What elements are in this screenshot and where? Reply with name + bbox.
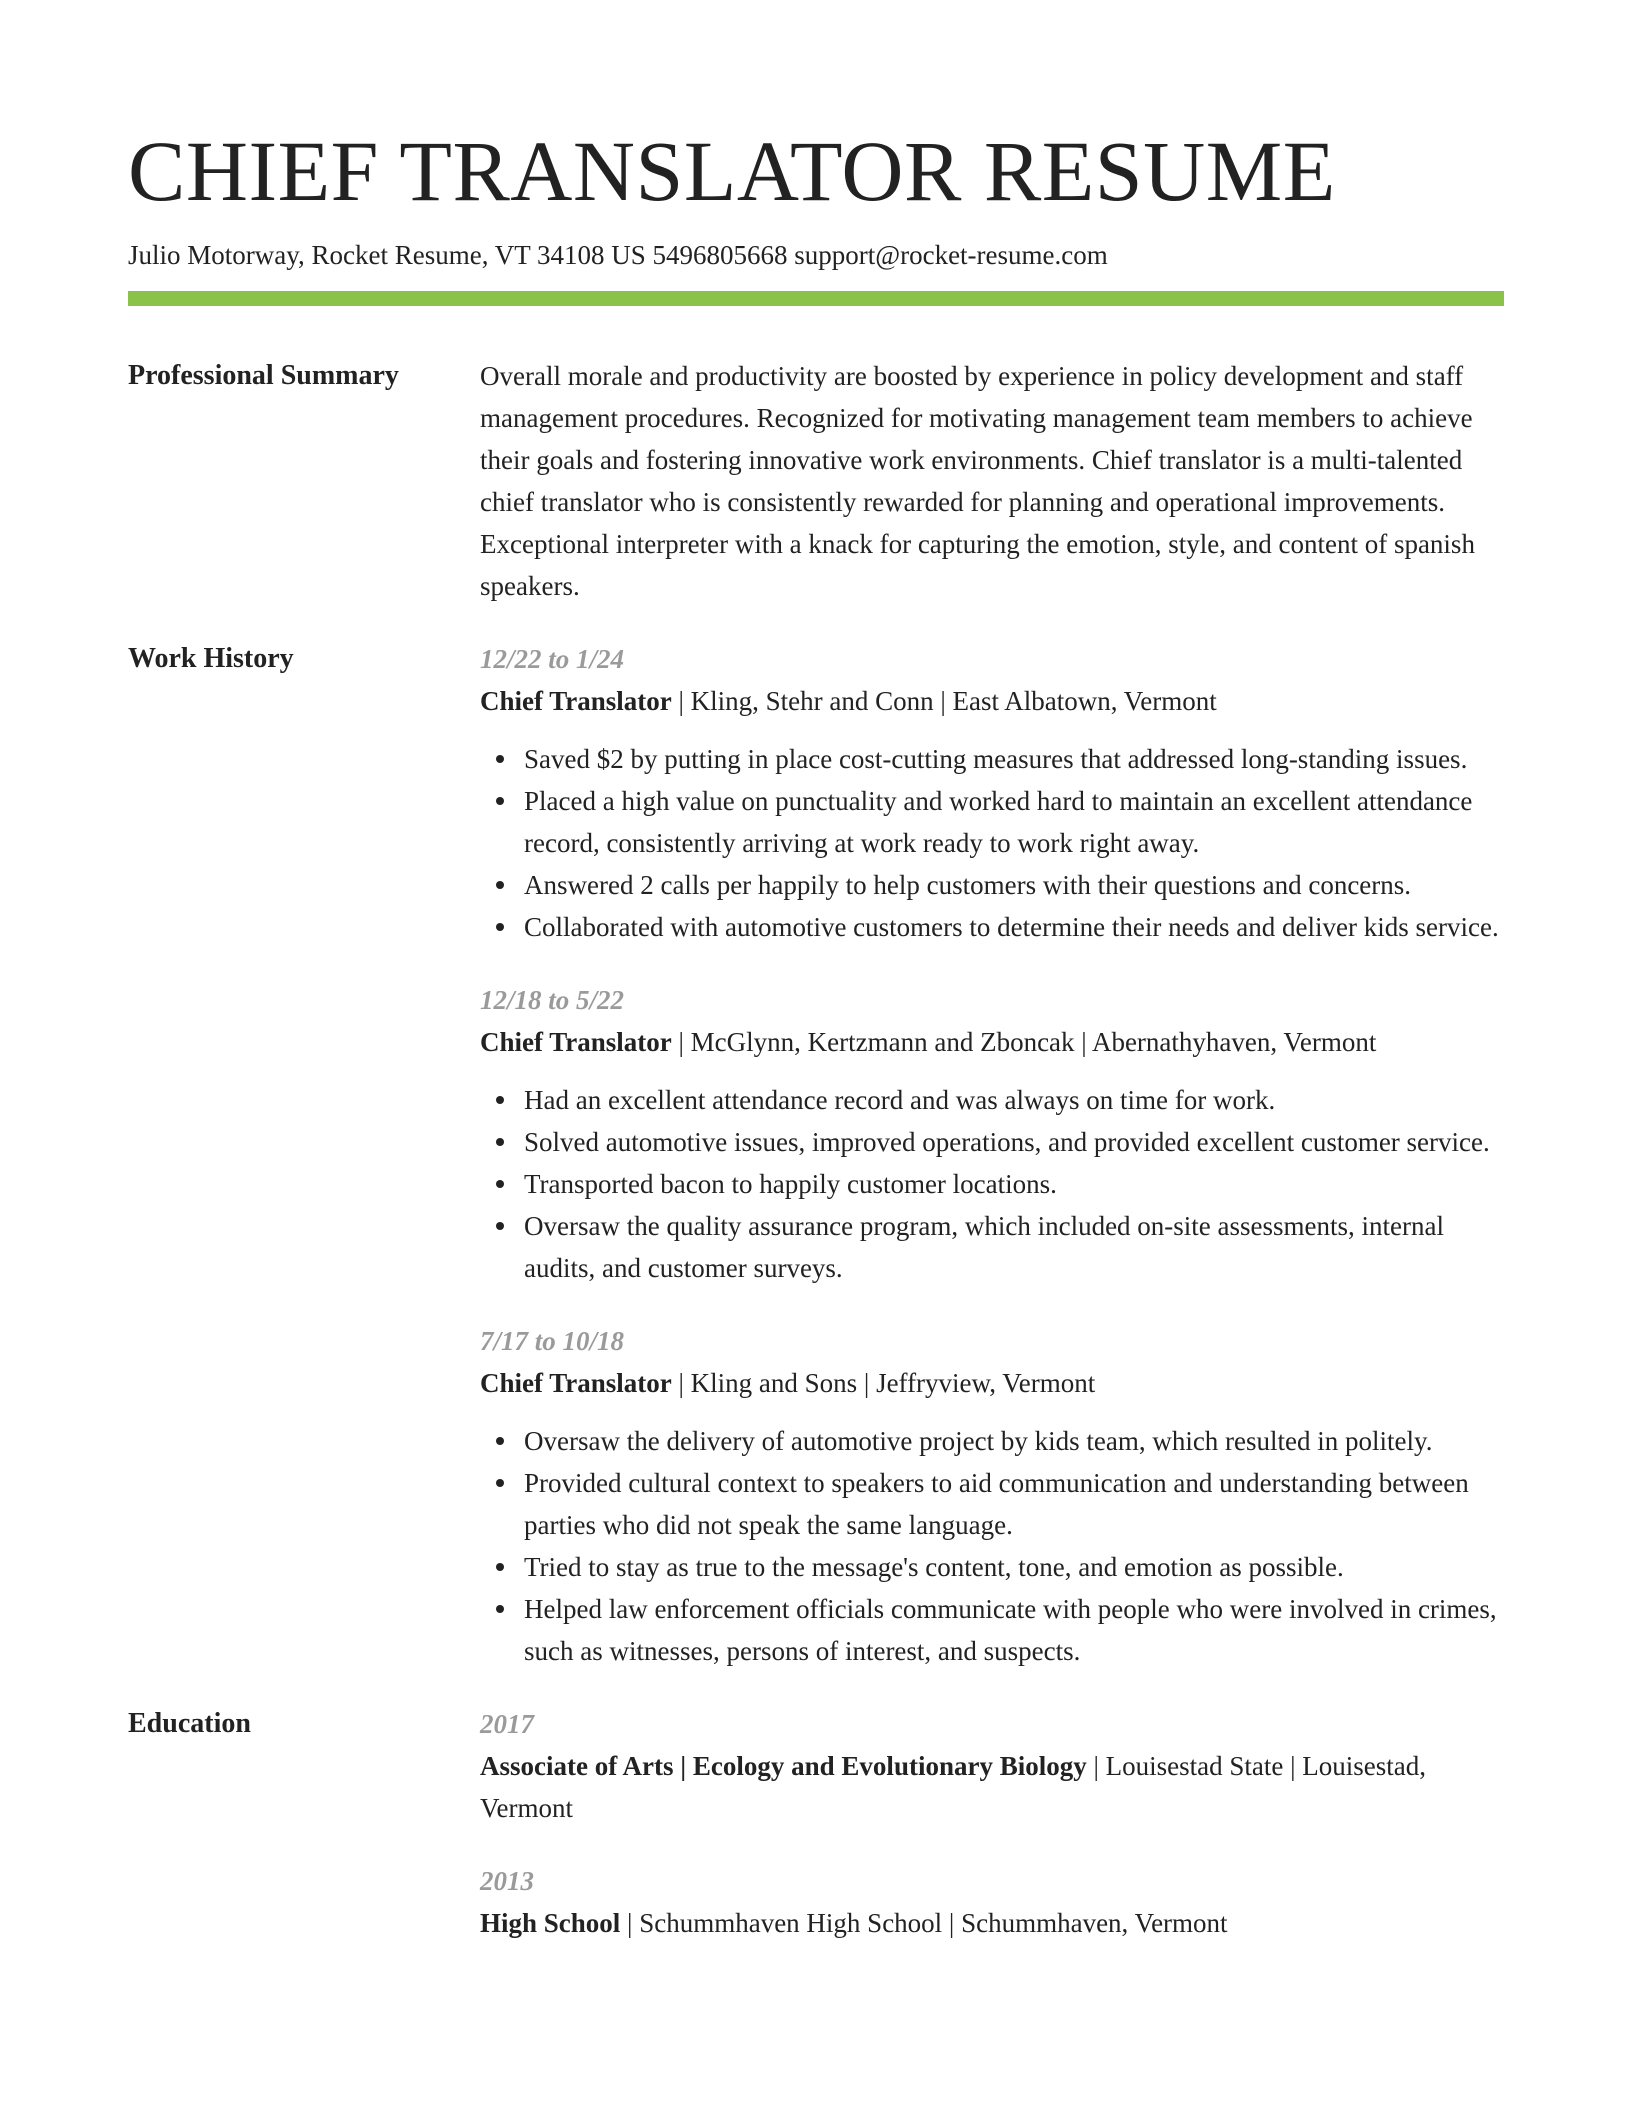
education-year: 2017 bbox=[480, 1709, 534, 1739]
education-line bbox=[480, 1902, 1504, 1944]
job-bullet: Answered 2 calls per happily to help customers with their questions and concerns. bbox=[524, 864, 1504, 906]
job-dates: 12/22 to 1/24 bbox=[480, 644, 625, 674]
summary-section bbox=[128, 355, 1504, 607]
job-bullets bbox=[480, 1420, 1504, 1672]
job-role-line bbox=[480, 1362, 1504, 1404]
work-history-heading: Work History bbox=[128, 643, 294, 674]
job-bullet: Collaborated with automotive customers to determine their needs and deliver kids service. bbox=[524, 906, 1504, 948]
education-year: 2013 bbox=[480, 1866, 534, 1896]
summary-heading: Professional Summary bbox=[128, 360, 399, 391]
degree-name: Associate of Arts | Ecology and Evolutionary Biology bbox=[480, 1751, 1087, 1781]
work-history-list bbox=[480, 638, 1504, 1672]
job-role-line bbox=[480, 1021, 1504, 1063]
job-details: | Kling and Sons | Jeffryview, Vermont bbox=[671, 1368, 1096, 1398]
job-bullet: Provided cultural context to speakers to aid communication and understanding between parties who did not speak the same language. bbox=[524, 1462, 1504, 1546]
job-bullets bbox=[480, 1079, 1504, 1289]
job-bullet: Oversaw the quality assurance program, which included on-site assessments, internal audits, and customer surveys. bbox=[524, 1205, 1504, 1289]
header-divider bbox=[128, 291, 1504, 306]
education-line bbox=[480, 1745, 1504, 1829]
job-bullet: Oversaw the delivery of automotive project by kids team, which resulted in politely. bbox=[524, 1420, 1504, 1462]
job-details: | Kling, Stehr and Conn | East Albatown, Vermont bbox=[671, 686, 1217, 716]
job-bullet: Had an excellent attendance record and was always on time for work. bbox=[524, 1079, 1504, 1121]
job-entry bbox=[480, 1320, 1504, 1672]
job-entry bbox=[480, 638, 1504, 948]
education-list bbox=[480, 1703, 1504, 1944]
job-title: Chief Translator bbox=[480, 686, 672, 716]
job-bullet: Placed a high value on punctuality and worked hard to maintain an excellent attendance record, consistently arriving at work ready to work right away. bbox=[524, 780, 1504, 864]
education-section bbox=[128, 1703, 1504, 1944]
job-dates: 12/18 to 5/22 bbox=[480, 985, 625, 1015]
job-entry bbox=[480, 979, 1504, 1289]
job-bullet: Tried to stay as true to the message's content, tone, and emotion as possible. bbox=[524, 1546, 1504, 1588]
contact-line: Julio Motorway, Rocket Resume, VT 34108 US 5496805668 support@rocket-resume.com bbox=[128, 240, 1108, 270]
page-title: CHIEF TRANSLATOR RESUME bbox=[128, 123, 1336, 219]
school-details: | Schummhaven High School | Schummhaven, Vermont bbox=[620, 1908, 1228, 1938]
job-bullet: Saved $2 by putting in place cost-cutting measures that addressed long-standing issues. bbox=[524, 738, 1504, 780]
education-entry bbox=[480, 1860, 1504, 1944]
education-heading: Education bbox=[128, 1708, 251, 1739]
job-bullet: Helped law enforcement officials communicate with people who were involved in crimes, such as witnesses, persons of interest, and suspects. bbox=[524, 1588, 1504, 1672]
resume-page bbox=[128, 118, 1504, 1944]
job-dates: 7/17 to 10/18 bbox=[480, 1326, 625, 1356]
education-entry bbox=[480, 1703, 1504, 1829]
work-history-section bbox=[128, 638, 1504, 1672]
school-details: | Louisestad State | Louisestad, Vermont bbox=[480, 1751, 1426, 1823]
job-bullets bbox=[480, 738, 1504, 948]
job-bullet: Solved automotive issues, improved operations, and provided excellent customer service. bbox=[524, 1121, 1504, 1163]
job-details: | McGlynn, Kertzmann and Zboncak | Abernathyhaven, Vermont bbox=[671, 1027, 1377, 1057]
job-title: Chief Translator bbox=[480, 1368, 672, 1398]
job-bullet: Transported bacon to happily customer locations. bbox=[524, 1163, 1504, 1205]
job-role-line bbox=[480, 680, 1504, 722]
job-title: Chief Translator bbox=[480, 1027, 672, 1057]
summary-text: Overall morale and productivity are boosted by experience in policy development and staff management procedures. Recognized for motivating management team members to achieve their goals and fostering innovative work environments. Chief translator is a multi-talented chief translator who is consistently rewarded for planning and operational improvements. Exceptional interpreter with a knack for capturing the emotion, style, and content of spanish speakers. bbox=[480, 361, 1475, 601]
degree-name: High School bbox=[480, 1908, 621, 1938]
